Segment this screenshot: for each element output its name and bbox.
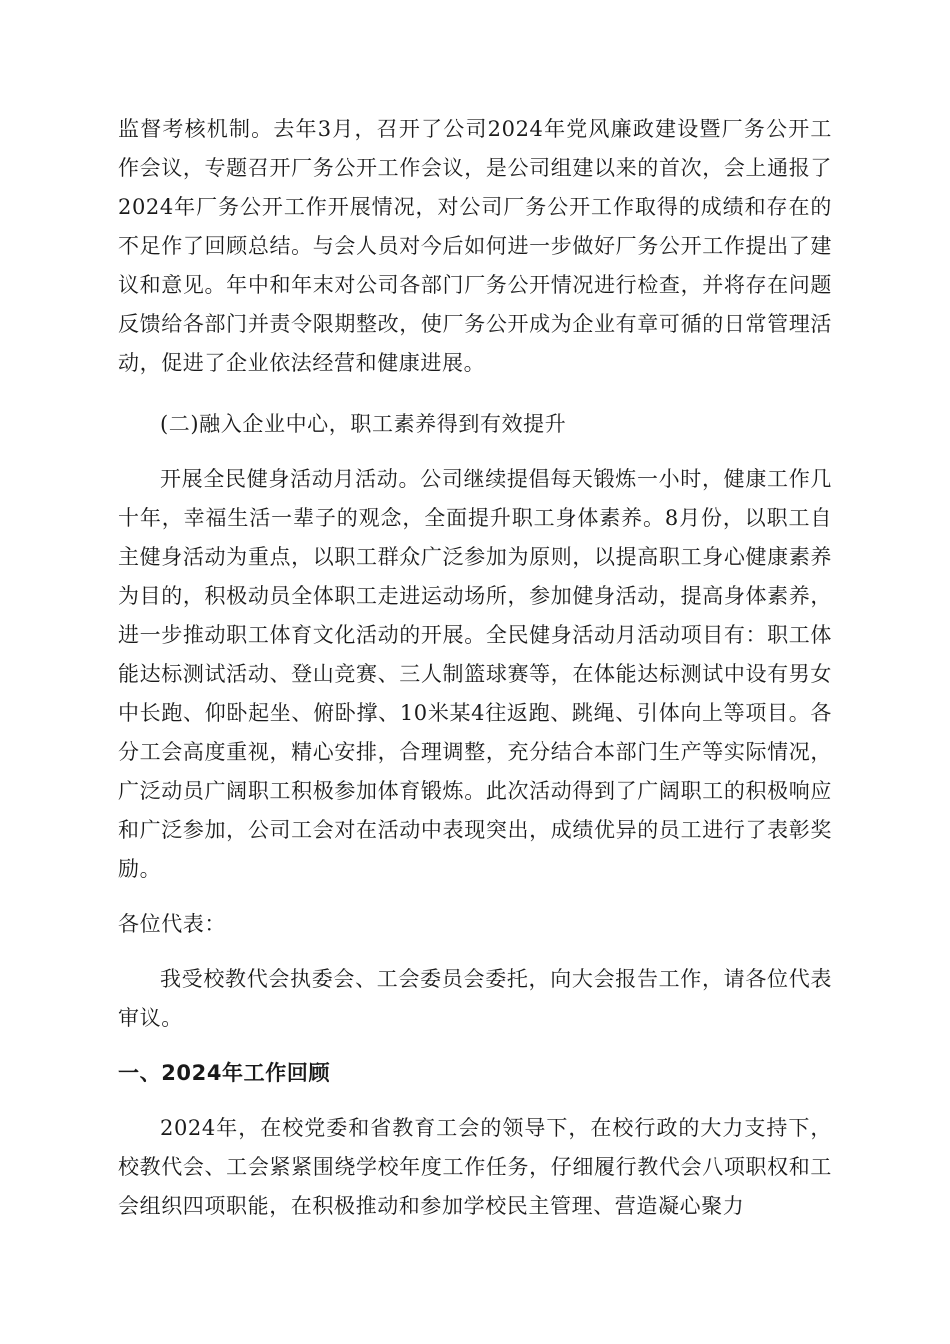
subheading-employee-quality: (二)融入企业中心，职工素养得到有效提升: [160, 412, 567, 436]
paragraph-oversight-mechanism: 监督考核机制。去年3月，召开了公司2024年党风廉政建设暨厂务公开工作会议，专题召开厂务公开工作会议，是公司组建以来的首次，会上通报了2024年厂务公开工作开展情况，对公司厂务公开工作取得的成绩和存在的不足作了回顾总结。与会人员对今后如何进一步做好厂务公开工作提出了建议和意见。年中和年末对公司各部门厂务公开情况进行检查，并将存在问题反馈给各部门并责令限期整改，使厂务公开成为企业有章可循的日常管理活动，促进了企业依法经营和健康进展。: [118, 117, 832, 375]
document-body: [118, 110, 832, 1242]
paragraph-fitness-activity: 开展全民健身活动月活动。公司继续提倡每天锻炼一小时，健康工作几十年，幸福生活一辈子的观念，全面提升职工身体素养。8月份，以职工自主健身活动为重点，以职工群众广泛参加为原则，以提高职工身心健康素养为目的，积极动员全体职工走进运动场所，参加健身活动，提高身体素养，进一步推动职工体育文化活动的开展。全民健身活动月活动项目有：职工体能达标测试活动、登山竞赛、三人制篮球赛等，在体能达标测试中设有男女中长跑、仰卧起坐、俯卧撑、10米某4往返跑、跳绳、引体向上等项目。各分工会高度重视，精心安排，合理调整，充分结合本部门生产等实际情况，广泛动员广阔职工积极参加体育锻炼。此次活动得到了广阔职工的积极响应和广泛参加，公司工会对在活动中表现突出，成绩优异的员工进行了表彰奖励。: [118, 467, 832, 881]
paragraph-report-intro: 我受校教代会执委会、工会委员会委托，向大会报告工作，请各位代表审议。: [118, 967, 832, 1030]
salutation: 各位代表：: [118, 912, 226, 936]
section-heading-work-review: 一、2024年工作回顾: [118, 1061, 331, 1085]
paragraph-work-review: 2024年，在校党委和省教育工会的领导下，在校行政的大力支持下，校教代会、工会紧紧围绕学校年度工作任务，仔细履行教代会八项职权和工会组织四项职能，在积极推动和参加学校民主管理、营造凝心聚力: [118, 1116, 832, 1218]
